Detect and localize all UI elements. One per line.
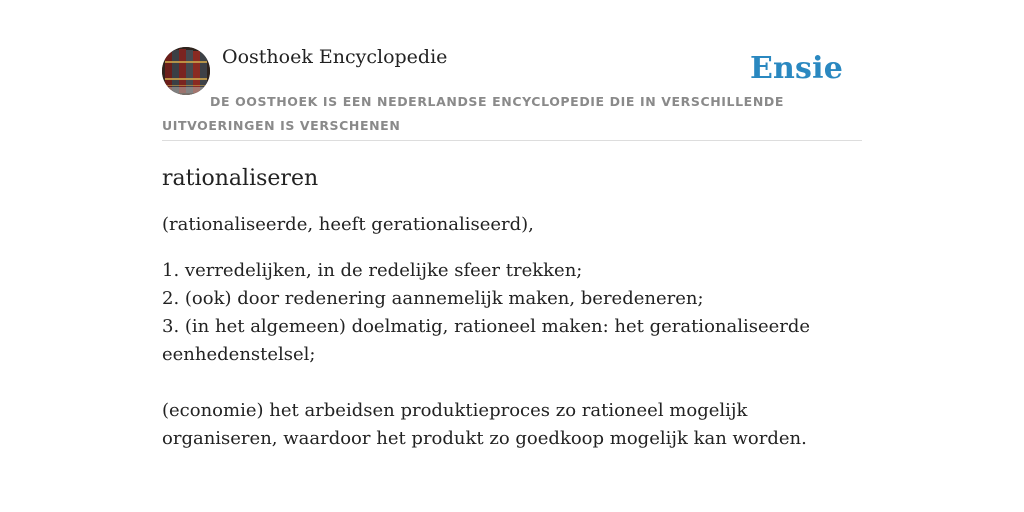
entry-inflection: (rationaliseerde, heeft gerationaliseerd),: [162, 214, 534, 235]
site-header: [162, 0, 862, 141]
entry-content: [162, 162, 862, 453]
entry-senses: [162, 257, 862, 369]
site-title[interactable]: Oosthoek Encyclopedie: [222, 46, 448, 68]
entry-headword: rationaliseren: [162, 166, 319, 191]
site-tagline: DE OOSTHOEK IS EEN NEDERLANDSE ENCYCLOPEDIE DIE IN VERSCHILLENDE UITVOERINGEN IS VERSCHENEN: [162, 94, 784, 133]
brand-logo[interactable]: Ensie: [749, 51, 843, 86]
sense-item: 2. (ook) door redenering aannemelijk maken, beredeneren;: [162, 288, 704, 309]
sense-item: 3. (in het algemeen) doelmatig, rationeel maken: het gerationaliseerde eenhedenstelsel;: [162, 316, 811, 365]
entry-economy-sense: (economie) het arbeidsen produktieproces zo rationeel mogelijk organiseren, waardoor het produkt zo goedkoop mogelijk kan worden.: [162, 400, 807, 449]
page: [162, 0, 862, 449]
encyclopedia-books-icon[interactable]: [162, 47, 210, 95]
sense-item: 1. verredelijken, in de redelijke sfeer trekken;: [162, 260, 583, 281]
